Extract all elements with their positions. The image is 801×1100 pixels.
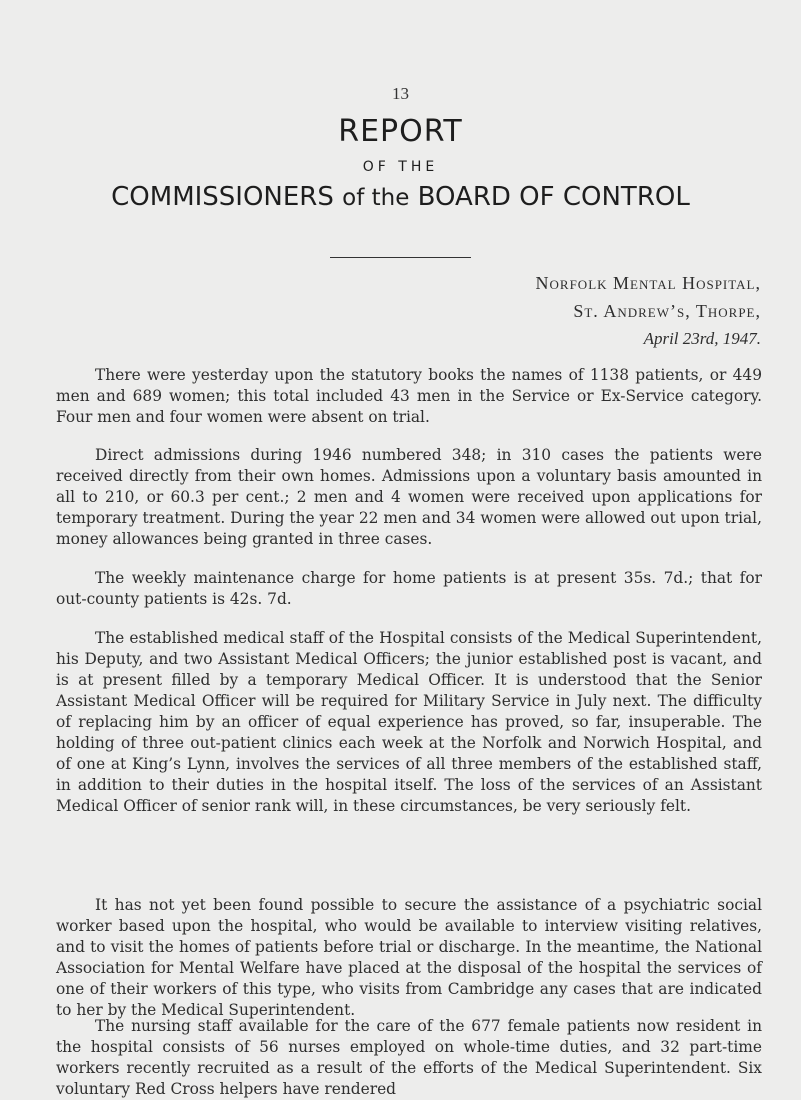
paragraph-patient-totals: There were yesterday upon the statutory books the names of 1138 patients, or 449 men and 689 women; this total included 43 men in the Service or Ex-Service category. Four men and four women were absent on trial. — [56, 366, 762, 426]
paragraph-admissions: Direct admissions during 1946 numbered 348; in 310 cases the patients were received directly from their own homes. Admissions upon a voluntary basis amounted in all to 210, or 60.3 per cent.; 2 men and 4 women were received upon applications for temporary treatment. During the year 22 men and 34 women were allowed out upon trial, money allowances being granted in three cases. — [56, 446, 762, 548]
letter-date: April 23rd, 1947. — [643, 329, 761, 348]
subtitle-board: BOARD OF CONTROL — [417, 182, 690, 212]
title-divider — [330, 257, 471, 258]
subtitle-commissioners: COMMISSIONERS — [111, 182, 334, 212]
report-title: REPORT — [338, 114, 463, 149]
subtitle-of-the: of the — [342, 185, 410, 211]
report-subtitle — [0, 182, 801, 212]
paragraph-maintenance-charge: The weekly maintenance charge for home patients is at present 35s. 7d.; that for out-county patients is 42s. 7d. — [56, 569, 762, 608]
report-title-of: OF THE — [362, 159, 439, 175]
paragraph-medical-staff: The established medical staff of the Hospital consists of the Medical Superintendent, his Deputy, and two Assistant Medical Officers; the junior established post is vacant, and is at present filled by a temporary Medical Officer. It is understood that the Senior Assistant Medical Officer will be required for Military Service in July next. The difficulty of replacing him by an officer of equal experience has proved, so far, insuperable. The holding of three out-patient clinics each week at the Norfolk and Norwich Hospital, and of one at King’s Lynn, involves the services of all three members of the established staff, in addition to their duties in the hospital itself. The loss of the services of an Assistant Medical Officer of senior rank will, in these circumstances, be very seriously felt. — [56, 629, 762, 815]
address-street: St. Andrew’s, Thorpe, — [573, 301, 761, 321]
address-hospital: Norfolk Mental Hospital, — [535, 273, 761, 293]
paragraph-social-worker: It has not yet been found possible to secure the assistance of a psychiatric social worker based upon the hospital, who would be available to interview visiting relatives, and to visit the homes of patients before trial or discharge. In the meantime, the National Association for Mental Welfare have placed at the disposal of the hospital the services of one of their workers of this type, who visits from Cambridge any cases that are indicated to her by the Medical Superintendent. — [56, 896, 762, 1019]
page-number: 13 — [392, 84, 409, 103]
paragraph-nursing-staff: The nursing staff available for the care of the 677 female patients now resident in the hospital consists of 56 nurses employed on whole-time duties, and 32 part-time workers recently recruited as a result of the efforts of the Medical Superintendent. Six voluntary Red Cross helpers have rendered — [56, 1017, 762, 1098]
